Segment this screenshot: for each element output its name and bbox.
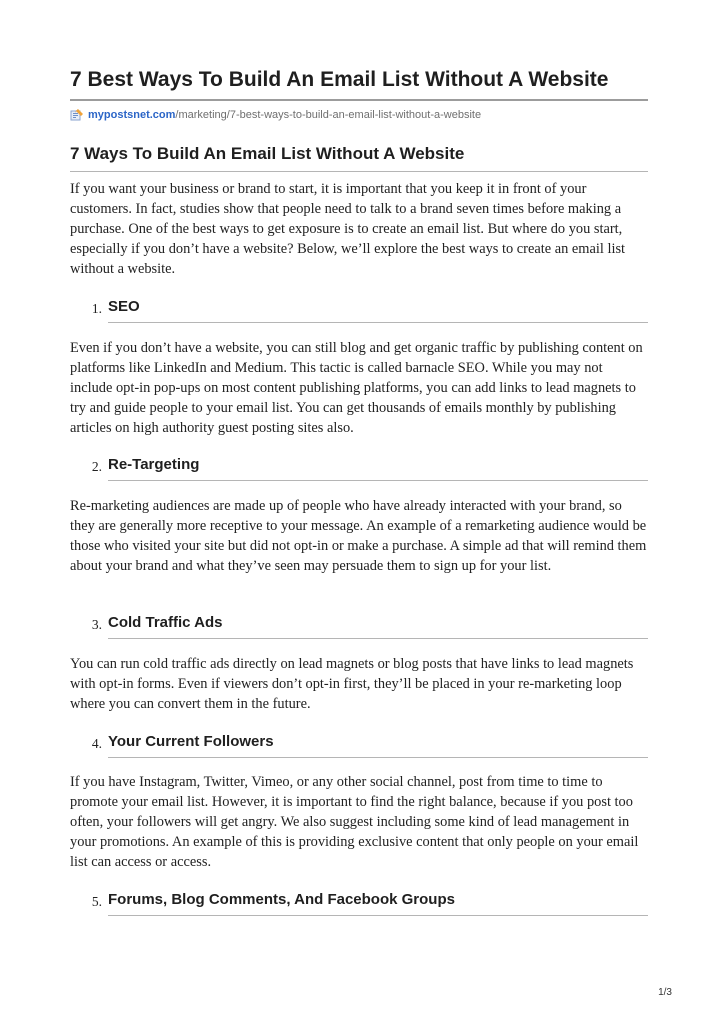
- list-item-body: Even if you don’t have a website, you can still blog and get organic traffic by publishing content on platforms like LinkedIn and Medium. This tactic is called barnacle SEO. While you may not include opt-in pop-ups on most content publishing platforms, you can add links to lead magnets to try and guide people to your email list. You can get thousands of emails monthly by publishing articles on high authority guest posting sites also.: [70, 340, 643, 436]
- intro-paragraph: If you want your business or brand to start, it is important that you keep it in front of your customers. In fact, studies show that people need to talk to a brand seven times before making a purchase. One of the best ways to get exposure is to create an email list. But where do you start, especially if you don’t have a website? Below, we’ll explore the best ways to create an email list without a website.: [70, 181, 626, 277]
- document-title: 7 Best Ways To Build An Email List Without A Website: [70, 68, 609, 91]
- list-item-body: If you have Instagram, Twitter, Vimeo, or any other social channel, post from time to time to promote your email list. However, it is important to find the right balance, because if you post too often, your followers will get angry. We also suggest including some kind of lead management in your promotions. An example of this is providing exclusive content that only people on your email list can access or access.: [70, 774, 639, 870]
- list-item-number: 2.: [91, 459, 102, 474]
- list-item-divider: [108, 757, 648, 758]
- list-item-seo: [70, 297, 648, 319]
- source-path-link[interactable]: /marketing/7-best-ways-to-build-an-email-list-without-a-website: [175, 109, 482, 121]
- section-heading: 7 Ways To Build An Email List Without A Website: [70, 144, 465, 163]
- list-item-divider: [108, 638, 648, 639]
- list-item-body: You can run cold traffic ads directly on lead magnets or blog posts that have links to lead magnets with opt-in forms. Even if viewers don’t opt-in first, they’ll be placed in your re-marketing loop where you can convert them in the future.: [70, 656, 634, 712]
- list-item-number: 4.: [91, 736, 102, 751]
- list-item-cold-traffic-ads: [70, 613, 648, 635]
- list-item-body: Re-marketing audiences are made up of people who have already interacted with your brand, so they are generally more receptive to your message. An example of a remarketing audience would be those who visited your site but did not opt-in or make a purchase. A simple ad that will remind them about your brand and what they’ve seen may persuade them to sign up for your list.: [70, 498, 647, 574]
- list-item-forums: [70, 890, 648, 912]
- source-line: [70, 107, 481, 123]
- section-divider: [70, 171, 648, 172]
- list-item-divider: [108, 322, 648, 323]
- list-item-title: Forums, Blog Comments, And Facebook Groups: [108, 891, 455, 908]
- site-favicon-icon: [70, 108, 84, 122]
- source-domain-link[interactable]: mypostsnet.com: [88, 109, 176, 121]
- list-item-number: 1.: [91, 301, 102, 316]
- title-divider: [70, 99, 648, 101]
- page-number: 1/3: [658, 987, 672, 998]
- list-item-title: Your Current Followers: [108, 733, 274, 750]
- list-item-divider: [108, 915, 648, 916]
- list-item-title: Re-Targeting: [108, 456, 200, 473]
- list-item-current-followers: [70, 732, 648, 754]
- list-item-title: SEO: [108, 298, 140, 315]
- list-item-number: 5.: [91, 894, 102, 909]
- list-item-re-targeting: [70, 455, 648, 477]
- list-item-divider: [108, 480, 648, 481]
- list-item-number: 3.: [91, 617, 102, 632]
- list-item-title: Cold Traffic Ads: [108, 614, 223, 631]
